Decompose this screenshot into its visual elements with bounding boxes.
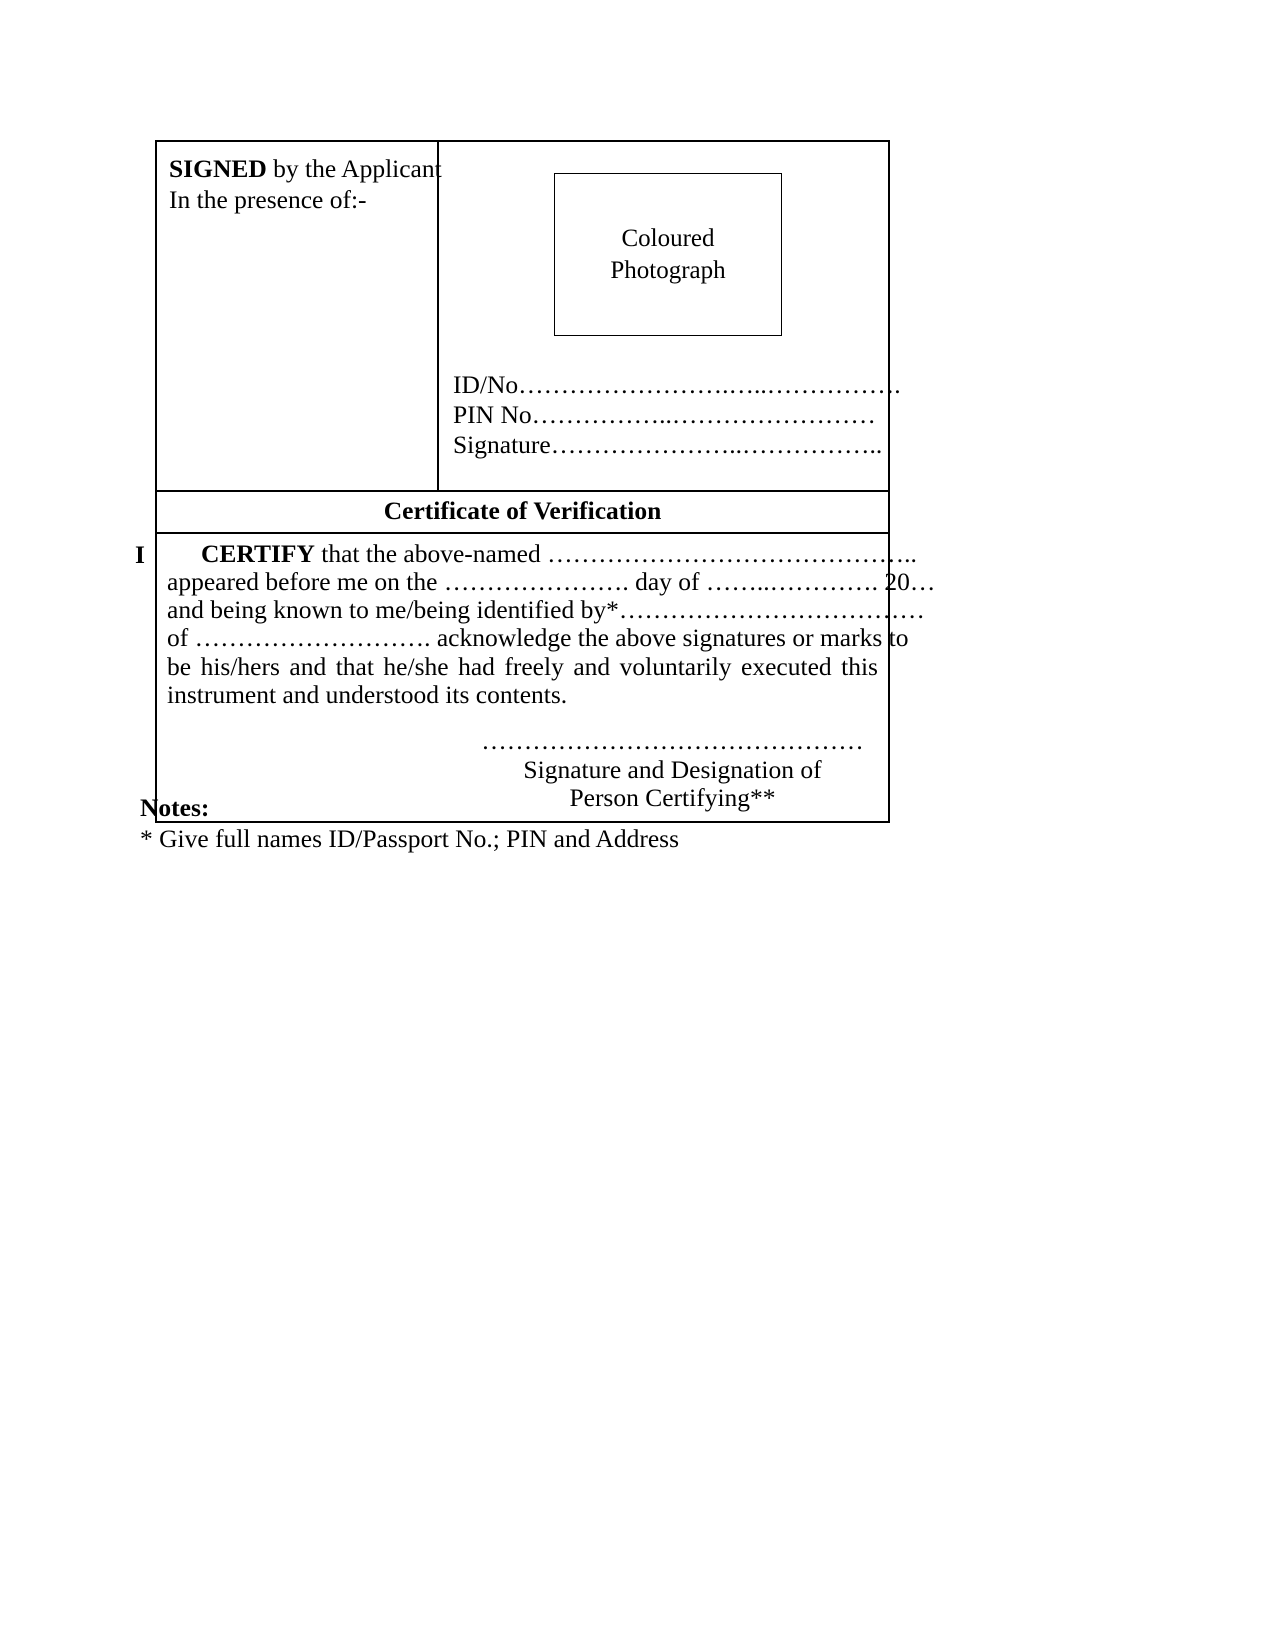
certify-word: this: [841, 651, 878, 681]
signature-verification-table: [135, 140, 936, 823]
certificate-of-verification-heading: Certificate of Verification: [157, 492, 888, 534]
certificate-body-cell: [135, 534, 936, 821]
id-number-field[interactable]: ID/No…………………….…..…………….: [453, 370, 901, 399]
coloured-photograph-box: [554, 173, 782, 336]
certifier-label-line-2: Person Certifying**: [569, 783, 776, 813]
certify-word: executed: [741, 651, 832, 681]
photo-box-line-1: Coloured: [621, 224, 715, 252]
certify-word: had: [458, 651, 495, 681]
photo-and-identity-cell: [439, 142, 901, 490]
notes-title: Notes:: [140, 793, 210, 822]
signed-by-applicant-line: [169, 154, 442, 185]
certify-line-1-rest: that the above-named ……………………………………..: [314, 538, 917, 568]
certify-word: and: [289, 651, 327, 681]
signed-keyword: SIGNED: [169, 154, 267, 183]
certify-word: that: [335, 651, 374, 681]
notes-item: * Give full names ID/Passport No.; PIN and Address: [140, 823, 679, 853]
certify-line-3[interactable]: and being known to me/being identified by*………………………………: [167, 595, 925, 625]
certify-line-4[interactable]: of ………………………. acknowledge the above signatures or marks to: [167, 623, 909, 653]
notes-section: [140, 793, 1040, 854]
certifier-label-line-1: Signature and Designation of: [523, 754, 822, 784]
certify-line-5: [167, 653, 878, 681]
photo-box-line-2: Photograph: [610, 256, 726, 284]
certify-line-1: [167, 538, 917, 568]
in-the-presence-of-line: In the presence of:-: [169, 184, 367, 214]
applicant-identity-fields: [453, 370, 901, 460]
certify-word: and: [573, 651, 611, 681]
certifier-signature-line[interactable]: ………………………………………: [481, 726, 864, 756]
pin-number-field[interactable]: PIN No……………..……………………: [453, 400, 876, 430]
hanging-letter-i: I: [135, 539, 145, 569]
certify-line-6: instrument and understood its contents.: [167, 680, 568, 710]
applicant-signature-field[interactable]: Signature…………………..……………..: [453, 430, 883, 460]
signed-by-applicant-text: by the Applicant: [266, 154, 442, 183]
certify-keyword: CERTIFY: [201, 538, 315, 568]
signature-row: [157, 142, 901, 492]
certify-word: be: [167, 651, 192, 681]
signed-by-applicant-cell: [157, 142, 442, 490]
certify-word: freely: [504, 651, 564, 681]
certify-line-2[interactable]: appeared before me on the …………………. day of ……..…………. 20…: [167, 566, 936, 596]
certify-word: his/hers: [200, 651, 280, 681]
certify-word: voluntarily: [619, 651, 732, 681]
certify-word: he/she: [383, 651, 449, 681]
certificate-paragraph: [167, 538, 936, 710]
